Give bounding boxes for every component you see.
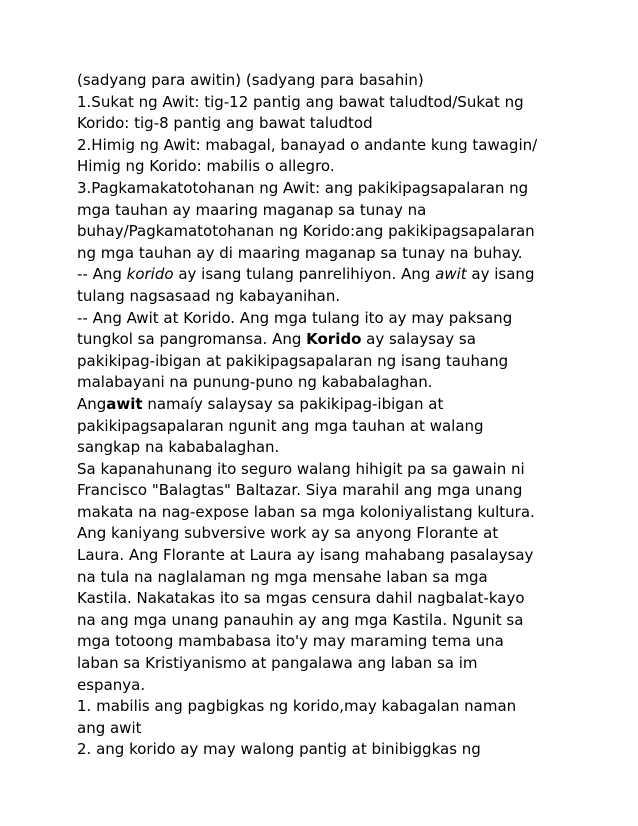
text-line: -- Ang korido ay isang tulang panrelihiyon. Ang awit ay isang [77,265,535,284]
text-line: makata na nag-expose laban sa mga koloniyalistang kultura. [77,502,535,521]
text-line: 3.Pagkamakatotohanan ng Awit: ang pakikipagsapalaran ng [77,178,529,197]
text-line: Angawit namaíy salaysay sa pakikipag-ibigan at [77,394,444,413]
text-line: -- Ang Awit at Korido. Ang mga tulang ito ay may paksang [77,308,513,327]
text-line: espanya. [77,675,146,694]
text-line: mga tauhan ay maaring maganap sa tunay na [77,200,427,219]
bold-awit: awit [106,394,143,413]
text-line: mga totoong mambabasa ito'y may maraming tema una [77,632,504,651]
text-line: ng mga tauhan ay di maaring maganap sa tunay na buhay. [77,243,523,262]
text-line: tungkol sa pangromansa. Ang Korido ay salaysay sa [77,330,476,349]
text-line: Francisco "Balagtas" Baltazar. Siya marahil ang mga unang [77,481,523,500]
text-line: sangkap na kababalaghan. [77,438,280,457]
text-line: 1. mabilis ang pagbigkas ng korido,may kabagalan naman [77,697,517,716]
text-line: na ang mga unang panauhin ay ang mga Kastila. Ngunit sa [77,610,524,629]
italic-awit: awit [435,265,467,284]
body-text [77,70,577,761]
text-line: Kastila. Nakatakas ito sa mgas censura dahil nagbalat-kayo [77,589,525,608]
text-line: Korido: tig-8 pantig ang bawat taludtod [77,114,373,133]
text-line: 2. ang korido ay may walong pantig at binibiggkas ng [77,740,481,759]
text-line: ang awit [77,718,142,737]
text-line: Laura. Ang Florante at Laura ay isang mahabang pasalaysay [77,546,534,565]
text-line: Ang kaniyang subversive work ay sa anyong Florante at [77,524,499,543]
text-line: malabayani na punung-puno ng kababalaghan. [77,373,433,392]
text-line: Himig ng Korido: mabilis o allegro. [77,157,335,176]
text-line: (sadyang para awitin) (sadyang para basahin) [77,71,424,89]
text-line: na tula na naglalaman ng mga mensahe laban sa mga [77,567,488,586]
text-line: 2.Himig ng Awit: mabagal, banayad o andante kung tawagin/ [77,135,538,154]
text-line: pakikipag-ibigan at pakikipagsapalaran ng isang tauhang [77,351,509,370]
text-line: tulang nagsasaad ng kabayanihan. [77,286,341,305]
bold-korido: Korido [306,330,362,349]
text-line: pakikipagsapalaran ngunit ang mga tauhan at walang [77,416,484,435]
text-line: Sa kapanahunang ito seguro walang hihigit pa sa gawain ni [77,459,525,478]
text-line: laban sa Kristiyanismo at pangalawa ang laban sa im [77,654,478,673]
text-line: buhay/Pagkamatotohanan ng Korido:ang pakikipagsapalaran [77,222,535,241]
italic-korido: korido [126,265,174,284]
text-line: 1.Sukat ng Awit: tig-12 pantig ang bawat taludtod/Sukat ng [77,92,524,111]
